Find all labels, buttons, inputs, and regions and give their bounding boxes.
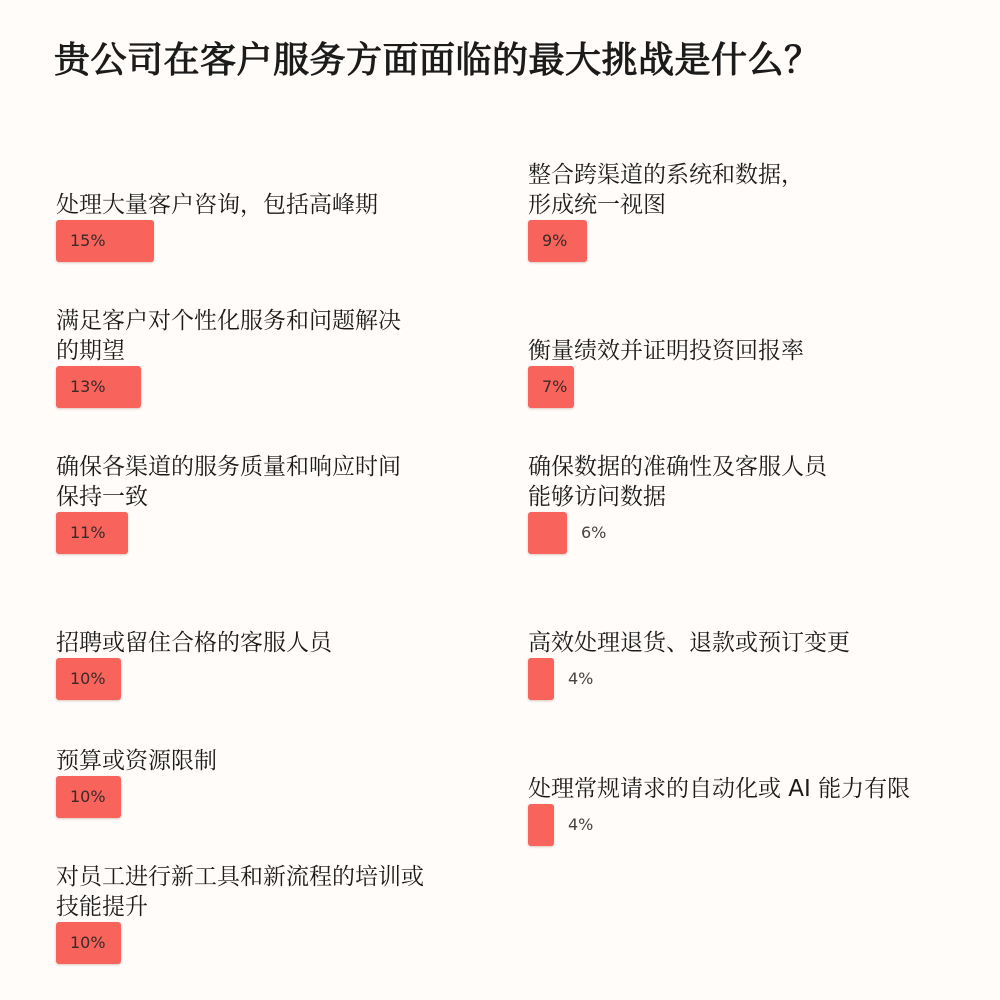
- category-label: 对员工进行新工具和新流程的培训或 技能提升: [56, 864, 424, 920]
- value-label: 15%: [70, 231, 106, 250]
- value-label: 10%: [70, 669, 106, 688]
- value-label: 10%: [70, 933, 106, 952]
- category-label: 处理大量客户咨询，包括高峰期: [56, 192, 378, 218]
- category-label: 整合跨渠道的系统和数据， 形成统一视图: [528, 162, 804, 218]
- category-label: 预算或资源限制: [56, 748, 217, 774]
- category-label: 满足客户对个性化服务和问题解决 的期望: [56, 308, 401, 364]
- category-label: 确保数据的准确性及客服人员 能够访问数据: [528, 454, 827, 510]
- value-label: 10%: [70, 787, 106, 806]
- category-label: 确保各渠道的服务质量和响应时间 保持一致: [56, 454, 401, 510]
- category-label: 招聘或留住合格的客服人员: [56, 630, 332, 656]
- value-label: 4%: [568, 669, 594, 688]
- value-label: 6%: [581, 523, 607, 542]
- value-label: 9%: [542, 231, 568, 250]
- bar: [528, 512, 567, 554]
- bar: [528, 804, 554, 846]
- value-label: 13%: [70, 377, 106, 396]
- chart-title: 贵公司在客户服务方面面临的最大挑战是什么？: [54, 40, 821, 81]
- value-label: 7%: [542, 377, 568, 396]
- category-label: 高效处理退货、退款或预订变更: [528, 630, 850, 656]
- category-label: 衡量绩效并证明投资回报率: [528, 338, 804, 364]
- category-label: 处理常规请求的自动化或 AI 能力有限: [528, 776, 911, 802]
- bar: [528, 658, 554, 700]
- value-label: 11%: [70, 523, 106, 542]
- value-label: 4%: [568, 815, 594, 834]
